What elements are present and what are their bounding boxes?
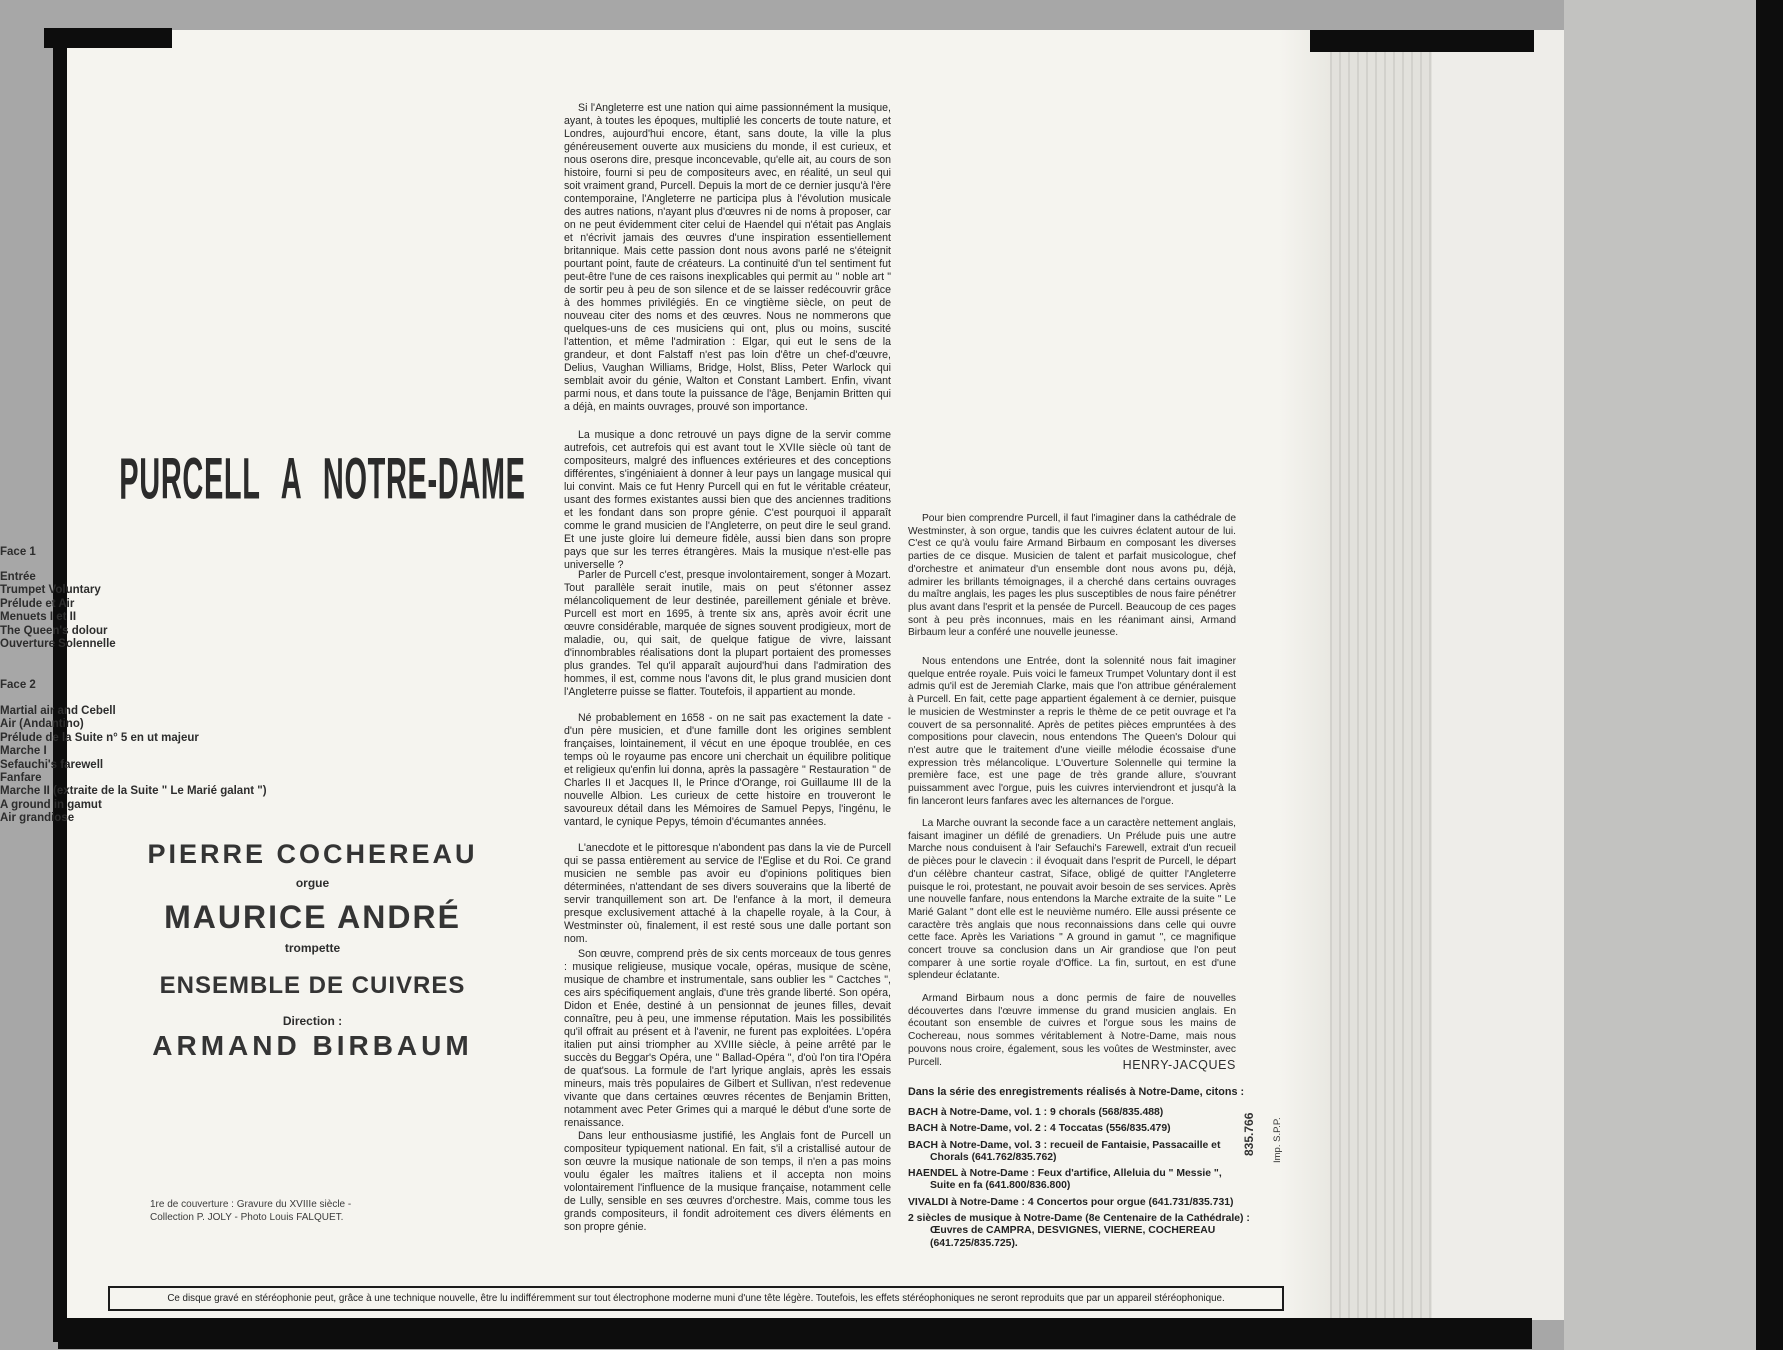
liner-notes-paragraph: Si l'Angleterre est une nation qui aime passionnément la musique, ayant, à toutes les époques, multiplié les concerts de toute nature, et Londres, aujourd'hui encore, étant, sans doute, la ville la plus généreusement ouverte aux musiciens du monde, il est curieux, et nous oserons dire, presque inconcevable, qu'elle ait, au cours de son histoire, fourni si peu de compositeurs avec, en réalité, un seul qui soit vraiment grand, Purcell. Depuis la mort de ce dernier jusqu'à l'ère contemporaine, l'Angleterre ne participa plus à l'évolution musicale des autres nations, n'ayant plus d'œuvres ni de noms à proposer, car on ne peut évidemment citer celui de Haendel qui n'était pas Anglais et n'écrivit jamais des œuvres d'une inspiration essentiellement britannique. Mais cette passion dont nous avons parlé ne s'éteignit pourtant point, faute de créateurs. La continuité d'un tel sentiment fut peut-être l'une de ces raisons inexplicables qui permit au " noble art " de sortir peu à peu de son silence et de se laisser redécouvrir grâce à des hommes privilégiés. En ce vingtième siècle, on peut de nouveau citer des noms et des œuvres. Nous ne nommerons que quelques-uns de ces musiciens qui ont, plus ou moins, suscité l'attention, et même l'admiration : Elgar, qui eut le sens de la grandeur, et dont Falstaff n'est pas loin d'être un chef-d'œuvre, Delius, Vaughan Williams, Bridge, Holst, Bliss, Peter Warlock qui semblait avoir du génie, Walton et Constant Lambert. Enfin, vivant parmi nous, et dans toute la puissance de l'âge, Benjamin Britten qui a déjà, en maints ouvrages, prouvé son importance. <box>564 102 891 413</box>
binding-tape-top-right <box>1310 30 1534 52</box>
catalog-number: 835.766 <box>1242 1112 1256 1156</box>
track-item: Air (Andantino) <box>0 718 84 731</box>
liner-notes-paragraph: Son œuvre, comprend près de six cents morceaux de tous genres : musique religieuse, musique vocale, opéras, musique de scène, musique de chambre et instrumentale, sans oublier les " Cactches ", ces airs spécifiquement anglais, d'une très grande liberté. Son opéra, Didon et Enée, destiné à un pensionnat de jeunes filles, devait connaître, peu à peu, une immense réputation. Mais les possibilités qu'il offrait au présent et à l'avenir, ne furent pas exploitées. L'opéra italien put ainsi triompher au XVIIIe siècle, à peine arrêté par le succès du Beggar's Opéra, une " Ballad-Opéra ", d'où l'on tira l'Opéra de quat'sous. La formule de l'art lyrique anglais, après les essais mineurs, mais très populaires de Gilbert et Sullivan, n'est redevenue vivante que dans certaines œuvres récentes de Benjamin Britten, notamment avec Peter Grimes qui a marqué le début d'une sorte de renaissance. <box>564 948 891 1129</box>
performer-conductor: ARMAND BIRBAUM <box>152 1030 473 1061</box>
side-1-track-list <box>0 571 455 651</box>
performer-ensemble: ENSEMBLE DE CUIVRES <box>159 972 466 999</box>
scanner-background <box>1564 0 1756 1350</box>
stereo-notice-text: Ce disque gravé en stéréophonie peut, grâce à une technique nouvelle, être lu indifféremment sur tout électrophone moderne muni d'une tête légère. Toutefois, les effets stéréophoniques ne seront reproduits que par un appareil stéréophonique. <box>167 1293 1225 1304</box>
printer-imprint: Imp. S.P.P. <box>1272 1117 1283 1163</box>
track-item: Marche I <box>0 745 47 758</box>
liner-notes-paragraph: La Marche ouvrant la seconde face a un caractère nettement anglais, faisant imaginer un défilé de grenadiers. Un Prélude puis une autre Marche nous conduisent à l'air Sefauchi's Farewell, extrait d'un recueil de pièces pour le clavecin : il évoquait dans l'esprit de Purcell, le départ d'un célèbre chanteur castrat, Siface, obligé de quitter l'Angleterre puisque le roi, protestant, ne pouvait avoir besoin de ses services. Après une nouvelle fanfare, nous entendons la Marche extraite de la suite " Le Marié Galant " dont elle est le neuvième numéro. Elle aussi présente ce caractère très anglais que nous reconnaissions dans celle qui ouvre cette face. Après les Variations " A ground in gamut ", ce magnifique concert trouve sa conclusion dans un Air grandiose que l'on peut comparer à une sortie royale d'Office. La fin, surtout, en est d'une splendeur éclatante. <box>908 818 1236 982</box>
side-2-heading: Face 2 <box>0 679 36 691</box>
trumpeter-role: trompette <box>284 941 341 955</box>
binding-tape-bottom <box>58 1318 1532 1349</box>
discography-entry: BACH à Notre-Dame, vol. 3 : recueil de Fantaisie, Passacaille et Chorals (641.762/835.762) <box>908 1139 1221 1163</box>
author-signature: HENRY-JACQUES <box>1122 1058 1236 1072</box>
track-item: Marche II (extraite de la Suite " Le Marié galant ") <box>0 785 267 798</box>
liner-notes-paragraph: La musique a donc retrouvé un pays digne de la servir comme autrefois, cet autrefois qui est avant tout le XVIIe siècle où tant de compositeurs, malgré des influences extérieures et des conceptions différentes, s'ingéniaient à donner à leur pays un langage musical qui lui convint. Mais ce fut Henry Purcell qui en fut le véritable créateur, usant des formes existantes aussi bien que des anciennes traditions et les fondant dans son propre génie. C'est pourquoi il apparaît comme le grand musicien de l'Angleterre, on peut dire le seul grand. Et une juste gloire lui demeure fidèle, aussi bien dans son propre pays que sur les terres étrangères. Mais la musique n'est-elle pas universelle ? <box>564 429 891 571</box>
track-item: Martial air and Cebell <box>0 705 116 717</box>
page-curl-band <box>1330 30 1432 1320</box>
side-2-track-list <box>0 705 455 826</box>
cover-credit-line: Collection P. JOLY - Photo Louis FALQUET. <box>150 1212 344 1223</box>
performer-trumpeter: MAURICE ANDRÉ <box>164 899 461 935</box>
liner-notes-paragraph: Né probablement en 1658 - on ne sait pas exactement la date - d'un père musicien, et d'une famille dont les origines semblent françaises, lointainement, il vécut en une époque troublée, en ces temps où le royaume pas encore uni cherchait un équilibre politique et religieux qu'enfin lui donna, après la passagère " Restauration " de Charles II et Jacques II, le Prince d'Orange, roi Guillaume III de la nouvelle Albion. Les curieux de cette histoire en trouveront le savoureux détail dans les Mémoires de Samuel Pepys, l'ingénu, le vantard, le cynique Pepys, témoin d'écumantes années. <box>564 712 891 828</box>
track-item: Menuets I et II <box>0 611 77 624</box>
discography-entry: BACH à Notre-Dame, vol. 1 : 9 chorals (568/835.488) <box>908 1107 1164 1118</box>
track-item: Ouverture Solennelle <box>0 638 116 651</box>
adjacent-leaf <box>1432 30 1564 1320</box>
track-item: Fanfare <box>0 772 42 785</box>
organist-role: orgue <box>295 876 330 890</box>
track-item: Air grandiose <box>0 812 75 825</box>
liner-notes-paragraph: Nous entendons une Entrée, dont la solennité nous fait imaginer quelque entrée royale. Puis voici le fameux Trumpet Voluntary dont il est admis qu'il est de Jeremiah Clarke, mais que l'on attribue généralement à Purcell. En fait, cette page appartient également à ce dernier, puisque le musicien de Westminster a repris le thème de ce petit ouvrage et l'a couvert de sa personnalité. Après de petites pièces empruntées à des compositions pour clavecin, nous entendons The Queen's Dolour qui n'est autre que le traitement d'une vieille mélodie écossaise d'une expression très mélancolique. L'Ouverture Solennelle qui termine la première face, est une page de très grande allure, s'ouvrant puissamment avec l'orgue, puis les cuivres interviendront et jusqu'à la fin lanceront leurs fanfares avec les alternances de l'orgue. <box>908 656 1236 807</box>
album-title: PURCELL A NOTRE-DAME <box>119 444 526 512</box>
track-item: Trumpet Voluntary <box>0 584 101 597</box>
stereo-notice-box <box>108 1286 1284 1311</box>
liner-notes-paragraph: Parler de Purcell c'est, presque involontairement, songer à Mozart. Tout parallèle serait inutile, mais on peut s'étonner assez mélancoliquement de leur destinée, pareillement géniale et brève. Purcell est mort en 1695, à trente six ans, après avoir écrit une œuvre considérable, marquée de signes souvent prodigieux, mort de maladie, ou, qui sait, de quelque fatigue de vivre, laissant d'innombrables réalisations dont la plupart portaient des promesses plus grandes. Tel qu'il apparaît aujourd'hui dans l'admiration des hommes, il est, comme nous l'avons dit, le plus grand musicien dont l'Angleterre puisse se flatter. Toutefois, il appartient au monde. <box>564 569 891 698</box>
liner-notes-paragraph: Pour bien comprendre Purcell, il faut l'imaginer dans la cathédrale de Westminster, à son orgue, tandis que les cuivres éclatent autour de lui. C'est ce qu'à voulu faire Armand Birbaum en composant les diverses parties de ce disque. Musicien de talent et parfait musicologue, chef d'orchestre et animateur d'un ensemble dont nous avons pu, déjà, admirer les brillants témoignages, il a cherché dans certains ouvrages du maître anglais, les pages les plus susceptibles de nous faire pénétrer plus avant dans l'esprit et la pensée de Purcell. Beaucoup de ces pages sont à peu près inconnues, mais en les réanimant ainsi, Armand Birbaum leur a conféré une nouvelle jeunesse. <box>908 513 1236 639</box>
binding-tape-right-edge <box>1756 0 1783 1350</box>
binding-tape-top-left <box>44 28 172 48</box>
track-item: A ground in gamut <box>0 798 102 811</box>
discography-entry: VIVALDI à Notre-Dame : 4 Concertos pour orgue (641.731/835.731) <box>908 1196 1234 1208</box>
discography-entry: BACH à Notre-Dame, vol. 2 : 4 Toccatas (556/835.479) <box>908 1123 1171 1135</box>
liner-notes-paragraph: Dans leur enthousiasme justifié, les Anglais font de Purcell un compositeur typiquement national. En fait, s'il a cristallisé autour de son œuvre la musique nationale de son temps, il n'en a pas moins voulu égaler les maîtres italiens et il accepta non moins volontairement l'influence de la musique française, notamment celle de Lully, sensible en ses œuvres d'orchestre. Mais, comme tous les grands compositeurs, il fondit adroitement ces divers éléments en son propre génie. <box>564 1130 891 1233</box>
discography-entry: 2 siècles de musique à Notre-Dame (8e Centenaire de la Cathédrale) : Œuvres de CAMPRA, DESVIGNES, VIERNE, COCHEREAU (641.725/835.725). <box>908 1213 1250 1249</box>
cover-credit <box>150 1198 351 1224</box>
track-item: Prélude de la Suite n° 5 en ut majeur <box>0 731 199 744</box>
side-1-heading: Face 1 <box>0 546 36 558</box>
discography-entry: HAENDEL à Notre-Dame : Feux d'artifice, Alleluia du " Messie ", Suite en fa (641.800/836.800) <box>908 1168 1222 1192</box>
track-item: The Queen's dolour <box>0 624 108 637</box>
cover-credit-line: 1re de couverture : Gravure du XVIIIe siècle - <box>150 1199 352 1210</box>
discography-list <box>908 1107 1250 1254</box>
liner-notes-paragraph: L'anecdote et le pittoresque n'abondent pas dans la vie de Purcell qui se passa entièrement au service de l'Eglise et du Roi. Ce grand musicien ne semble pas avoir eu d'opinions politiques bien déterminées, n'attendant de ses divers souverains que la liberté de servir tranquillement son art. De l'enfance à la mort, il demeura presque exclusivement attaché à la chapelle royale, à la Cour, à Westminster où, finalement, il est resté sous une dalle portant son nom. <box>564 842 891 945</box>
liner-notes-paragraph: Armand Birbaum nous a donc permis de faire de nouvelles découvertes dans l'œuvre immense du grand musicien anglais. En écoutant son ensemble de cuivres et l'orgue sous les mains de Cochereau, nous sommes véritablement à Notre-Dame, mais nous pouvons nous croire, également, sous les voûtes de Westminster, avec Purcell. <box>908 993 1236 1068</box>
performer-organist: PIERRE COCHEREAU <box>147 839 478 869</box>
track-item: Prélude et Air <box>0 597 75 610</box>
series-intro: Dans la série des enregistrements réalisés à Notre-Dame, citons : <box>908 1086 1245 1098</box>
direction-label: Direction : <box>282 1014 343 1028</box>
track-item: Entrée <box>0 571 36 583</box>
track-item: Sefauchi's farewell <box>0 758 104 771</box>
